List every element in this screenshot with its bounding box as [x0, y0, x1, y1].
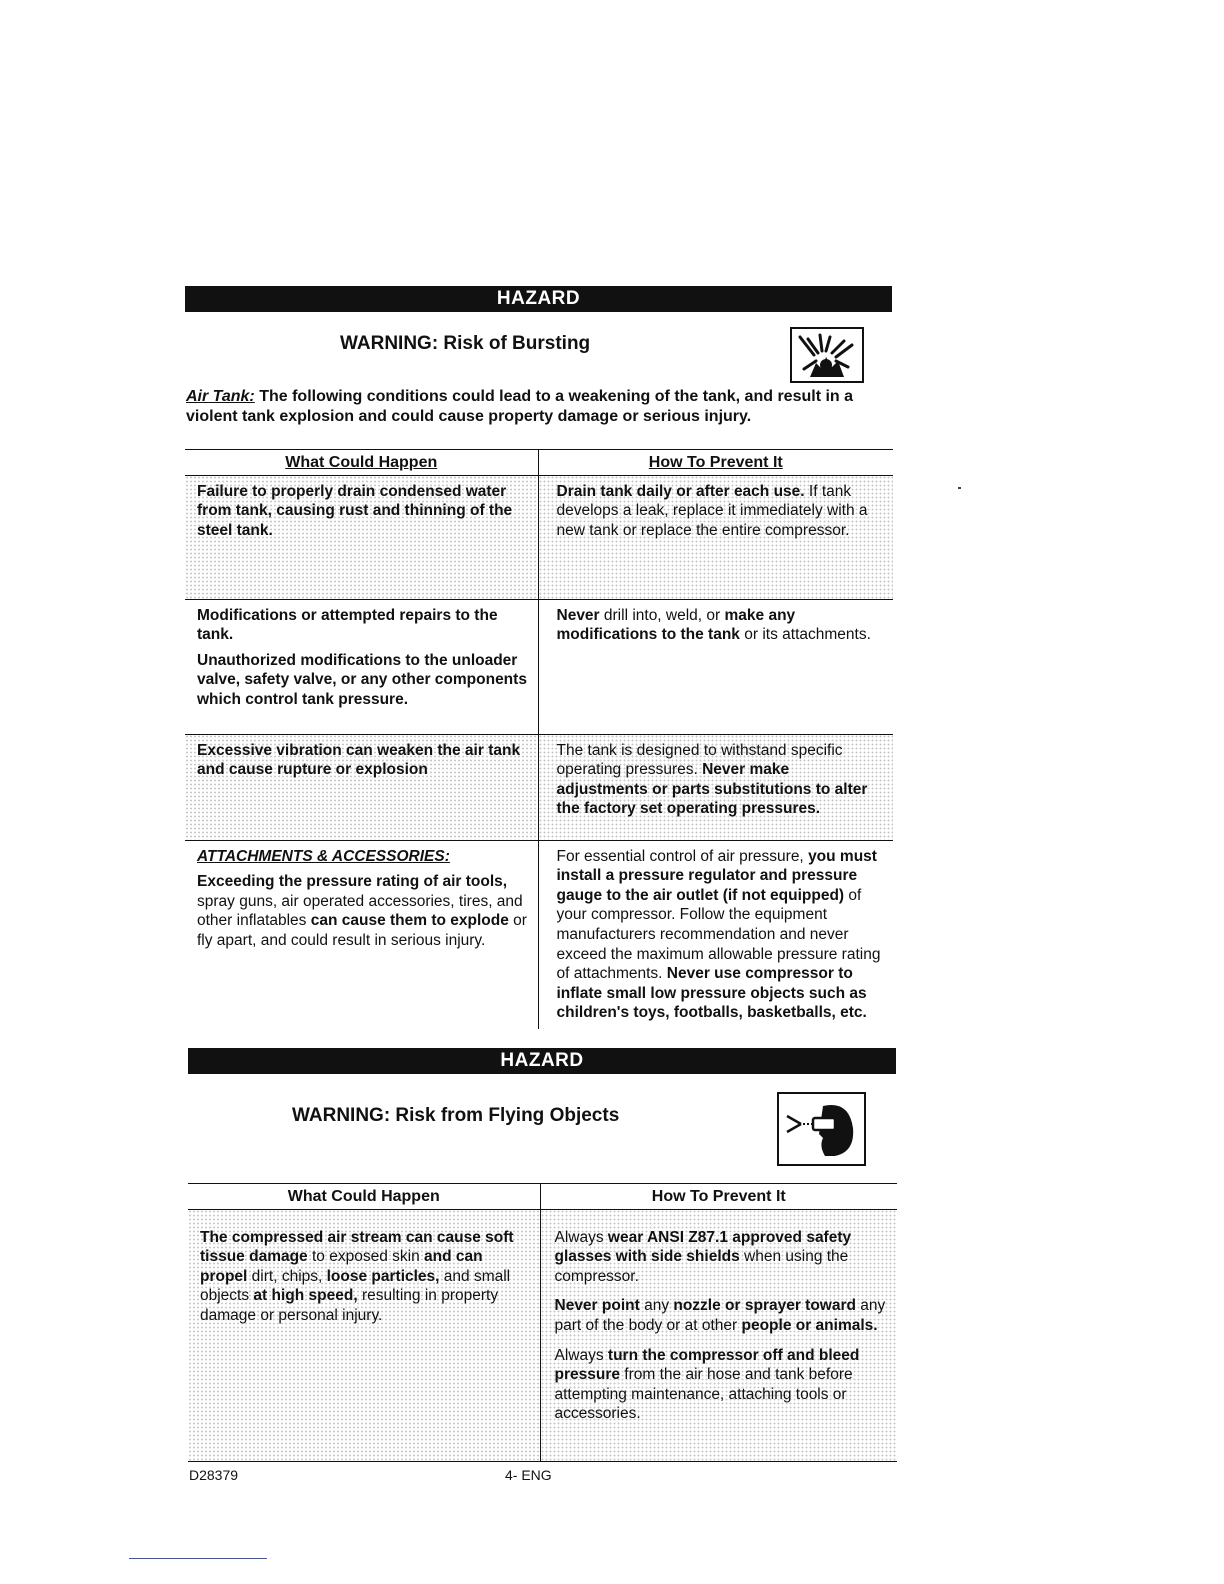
table-row: [185, 840, 893, 1029]
hazard-banner-1: HAZARD: [185, 286, 892, 312]
scan-artifact: [958, 487, 961, 489]
explosion-icon-box: [790, 327, 864, 383]
table-row: [185, 734, 893, 840]
divider-line: [129, 1558, 267, 1559]
happen-cell: The compressed air stream can cause soft tissue damage to exposed skin and can propel dirt, chips, loose particles, and small objects at high speed, resulting in property damage or personal injury.: [188, 1209, 540, 1461]
col-header-what-could-happen: What Could Happen: [188, 1184, 540, 1210]
prevent-cell: The tank is designed to withstand specific operating pressures. Never make adjustments or parts substitutions to alter the factory set operating pressures.: [538, 734, 893, 840]
col-header-how-to-prevent: How To Prevent It: [540, 1184, 897, 1210]
air-tank-lead: Air Tank:: [186, 388, 255, 405]
warning-title-bursting: WARNING: Risk of Bursting: [340, 333, 591, 354]
table-row: [188, 1209, 897, 1461]
safety-glasses-head-icon: [779, 1094, 864, 1164]
prevent-cell: Always wear ANSI Z87.1 approved safety glasses with side shields when using the compressor. Never point any nozzle or sprayer toward any part of the body or at other people or animals. Always turn the compressor off and bleed pressure from the air hose and tank before attempting maintenance, attaching tools or accessories.: [540, 1209, 897, 1461]
table-row: [185, 475, 893, 599]
warning-title-flying-objects: WARNING: Risk from Flying Objects: [292, 1105, 620, 1126]
bursting-hazard-table: [185, 449, 893, 1029]
happen-cell: Failure to properly drain condensed water from tank, causing rust and thinning of the steel tank.: [185, 475, 538, 599]
table-row: [185, 599, 893, 734]
explosion-icon: [792, 329, 862, 381]
happen-cell: Modifications or attempted repairs to the tank. Unauthorized modifications to the unloader valve, safety valve, or any other components which control tank pressure.: [185, 599, 538, 734]
col-header-what-could-happen: What Could Happen: [185, 450, 538, 476]
air-tank-intro: [186, 387, 898, 427]
prevent-cell: Never drill into, weld, or make any modifications to the tank or its attachments.: [538, 599, 893, 734]
safety-glasses-icon-box: [777, 1092, 866, 1166]
happen-cell: Excessive vibration can weaken the air tank and cause rupture or explosion: [185, 734, 538, 840]
page-number: 4- ENG: [505, 1467, 552, 1483]
happen-cell: ATTACHMENTS & ACCESSORIES: Exceeding the pressure rating of air tools, spray guns, air operated accessories, tires, and other inflatables can cause them to explode or fly apart, and could result in serious injury.: [185, 840, 538, 1029]
col-header-how-to-prevent: How To Prevent It: [538, 450, 893, 476]
document-number: D28379: [189, 1467, 239, 1483]
flying-objects-hazard-table: [188, 1183, 897, 1462]
attachments-heading: ATTACHMENTS & ACCESSORIES:: [197, 847, 450, 865]
prevent-cell: For essential control of air pressure, you must install a pressure regulator and pressure gauge to the air outlet (if not equipped) of your compressor. Follow the equipment manufacturers recommendation and never exceed the maximum allowable pressure rating of attachments. Never use compressor to inflate small low pressure objects such as children's toys, footballs, basketballs, etc.: [556, 847, 881, 1022]
air-tank-text: The following conditions could lead to a weakening of the tank, and result in a violent tank explosion and could cause property damage or serious injury.: [186, 388, 854, 425]
hazard-banner-2: HAZARD: [188, 1048, 896, 1074]
prevent-cell: Drain tank daily or after each use. If tank develops a leak, replace it immediately with a new tank or replace the entire compressor.: [538, 475, 893, 599]
